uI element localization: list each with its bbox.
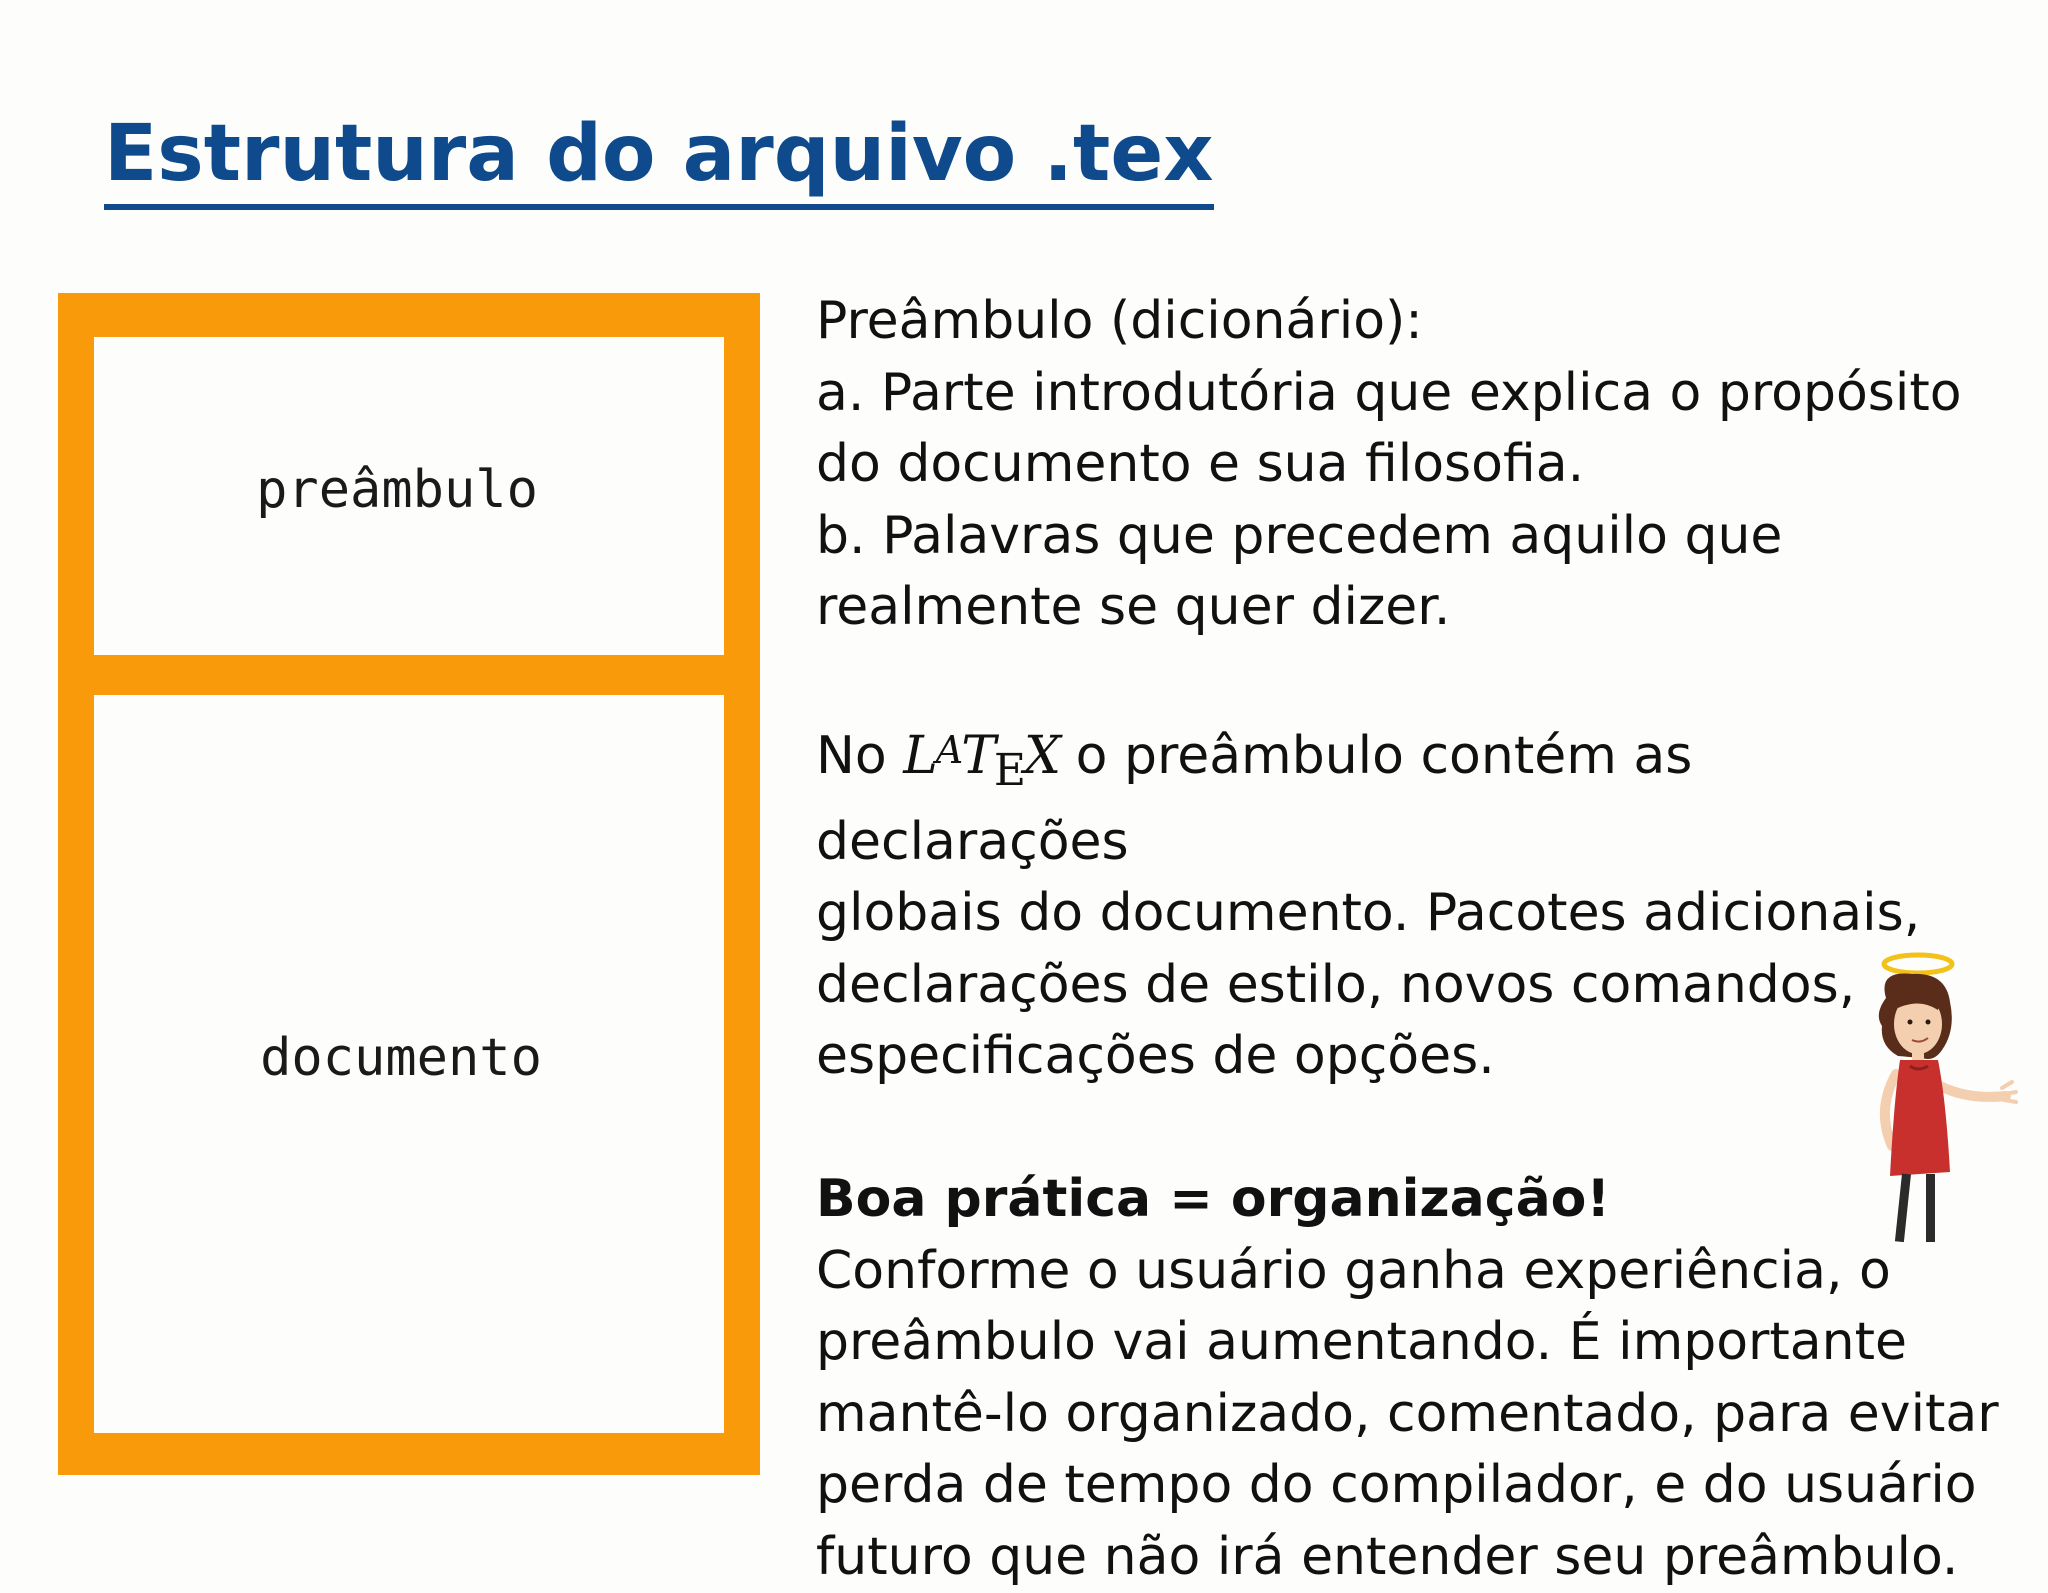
- explanation-text: [816, 286, 2016, 1593]
- practice-line2: preâmbulo vai aumentando. É importante: [816, 1307, 2016, 1379]
- angel-girl-illustration: [1838, 950, 2018, 1250]
- good-practice-heading: Boa prática = organização!: [816, 1164, 2016, 1236]
- slide-title: Estrutura do arquivo .tex: [104, 106, 1214, 210]
- preamble-label: preâmbulo: [256, 460, 538, 520]
- practice-line5: futuro que não irá entender seu preâmbulo.: [816, 1522, 2016, 1593]
- definition-a-line1: a. Parte introdutória que explica o propósito: [816, 358, 2016, 430]
- preamble-box: [94, 337, 724, 655]
- preamble-definition-heading: Preâmbulo (dicionário):: [816, 286, 2016, 358]
- practice-line3: mantê-lo organizado, comentado, para evitar: [816, 1379, 2016, 1451]
- latex-prefix: No: [816, 726, 887, 786]
- structure-diagram: [58, 293, 760, 1475]
- document-label: documento: [260, 1028, 542, 1088]
- practice-line4: perda de tempo do compilador, e do usuário: [816, 1450, 2016, 1522]
- latex-paragraph-line1: [816, 715, 2016, 878]
- latex-paragraph-line3: declarações de estilo, novos comandos,: [816, 950, 2016, 1022]
- definition-b-line2: realmente se quer dizer.: [816, 572, 2016, 644]
- latex-logo: $LAT_EX$: [903, 726, 1059, 786]
- practice-line1: Conforme o usuário ganha experiência, o: [816, 1236, 2016, 1308]
- document-box: [94, 695, 724, 1433]
- latex-paragraph-line4: especificações de opções.: [816, 1021, 2016, 1093]
- definition-b-line1: b. Palavras que precedem aquilo que: [816, 501, 2016, 573]
- definition-a-line2: do documento e sua filosofia.: [816, 429, 2016, 501]
- latex-line1-rest: o preâmbulo contém as declarações: [816, 726, 1692, 872]
- latex-paragraph-line2: globais do documento. Pacotes adicionais,: [816, 878, 2016, 950]
